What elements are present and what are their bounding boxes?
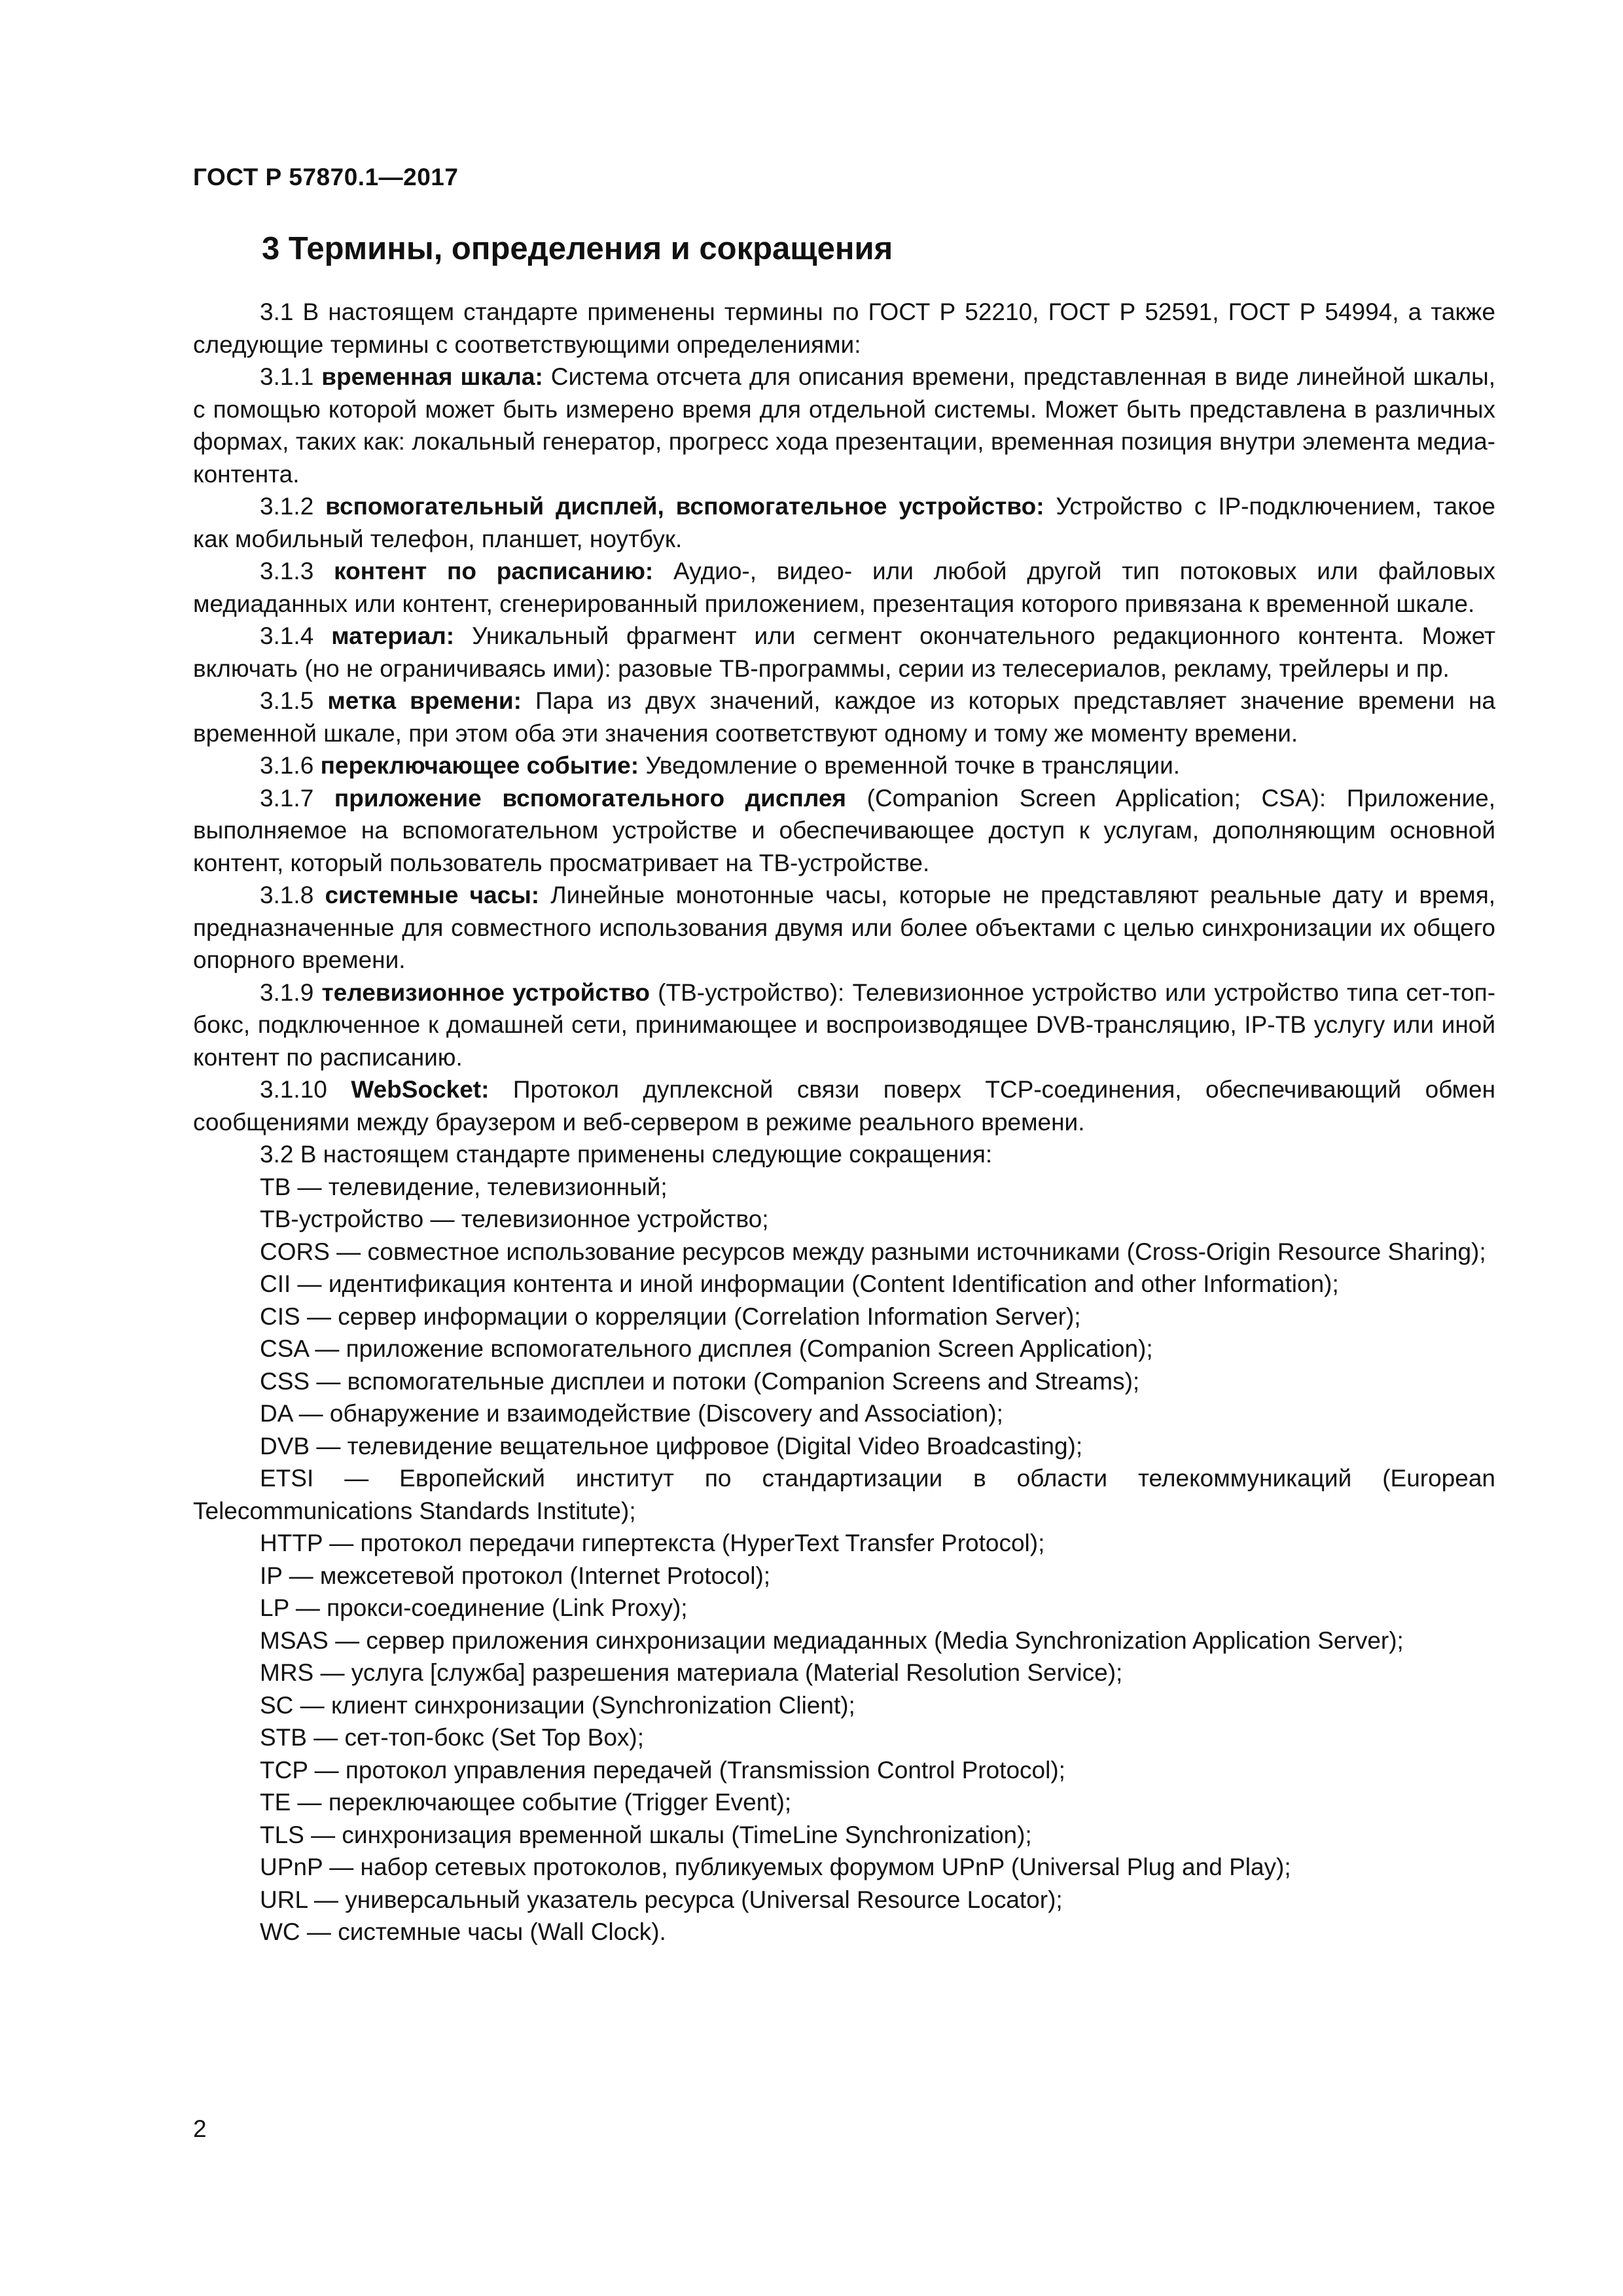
definition-term: системные часы: [325, 882, 540, 908]
definition-text: (ТВ-устройство): Телевизионное устройство или устройство типа сет-топ-бокс, подключенное к домашней сети, принимающее и воспроизводящее DVB-трансляцию, IP-ТВ услугу или иной контент по расписанию. [193, 978, 1496, 1071]
definition-item [193, 620, 1495, 685]
definition-number: 3.1.4 [260, 622, 314, 649]
definition-term: контент по расписанию: [334, 558, 654, 584]
definition-item [193, 361, 1495, 490]
definition-term: WebSocket: [351, 1076, 490, 1103]
definition-number: 3.1.10 [260, 1076, 327, 1103]
abbreviation-item: STB — сет-топ-бокс (Set Top Box); [260, 1724, 645, 1751]
definition-item [193, 1073, 1495, 1138]
definition-item [193, 977, 1495, 1074]
abbreviation-item: UPnP — набор сетевых протоколов, публикуемых форумом UPnP (Universal Plug and Play); [260, 1854, 1291, 1880]
definition-term: метка времени: [327, 687, 522, 714]
definition-term: телевизионное устройство [321, 978, 650, 1006]
definition-term: переключающее событие: [320, 752, 639, 779]
abbreviation-item: SC — клиент синхронизации (Synchronization Client); [260, 1691, 855, 1719]
definition-term: приложение вспомогательного дисплея [334, 784, 847, 812]
abbreviation-item: CSS — вспомогательные дисплеи и потоки (Companion Screens and Streams); [260, 1367, 1140, 1395]
section-title: 3 Термины, определения и сокращения [262, 231, 893, 266]
definition-number: 3.1.5 [260, 687, 314, 714]
abbreviation-item: CSA — приложение вспомогательного дисплея (Companion Screen Application); [260, 1335, 1153, 1362]
definition-text: Уведомление о временной точке в трансляции. [645, 752, 1181, 779]
abbreviation-item: HTTP — протокол передачи гипертекста (HyperText Transfer Protocol); [260, 1530, 1045, 1556]
definition-number: 3.1.7 [260, 784, 314, 812]
definition-term: временная шкала: [321, 363, 543, 390]
definition-text: Аудио-, видео- или любой другой тип потоковых или файловых медиаданных или контент, сгенерированный приложением, презентация которого привязана к временной шкале. [193, 558, 1495, 617]
abbreviation-item: TLS — синхронизация временной шкалы (TimeLine Synchronization); [260, 1821, 1032, 1848]
definition-item [193, 782, 1495, 880]
abbreviation-item: ETSI — Европейский институт по стандартизации в области телекоммуникаций (European Telecommunications Standards Institute); [193, 1465, 1495, 1524]
page-number: 2 [193, 2115, 207, 2142]
definition-number: 3.1.2 [260, 493, 314, 520]
definition-item [193, 749, 1495, 782]
terms-intro: 3.1 В настоящем стандарте применены термины по ГОСТ Р 52210, ГОСТ Р 52591, ГОСТ Р 54994, а также следующие термины с соответствующими определениями: [193, 298, 1495, 358]
abbreviation-item: TCP — протокол управления передачей (Transmission Control Protocol); [260, 1756, 1065, 1784]
abbreviation-item: ТВ — телевидение, телевизионный; [260, 1173, 668, 1200]
abbreviations-list [193, 1171, 1495, 1948]
definition-text: Устройство с IP-подключением, такое как мобильный телефон, планшет, ноутбук. [193, 493, 1495, 552]
definition-text: Линейные монотонные часы, которые не представляют реальные дату и время, предназначенные для совместного использования двумя или более объектами с целью синхронизации их общего опорного времени. [193, 882, 1496, 973]
definition-item [193, 555, 1495, 620]
definition-text: Пара из двух значений, каждое из которых представляет значение времени на временной шкале, при этом оба эти значения соответствуют одному и тому же моменту времени. [193, 687, 1496, 747]
abbreviation-item: CORS — совместное использование ресурсов между разными источниками (Cross-Origin Resource Sharing); [260, 1238, 1486, 1265]
definition-text: Уникальный фрагмент или сегмент окончательного редакционного контента. Может включать (но не ограничиваясь ими): разовые ТВ-программы, серии из телесериалов, рекламу, трейлеры и пр. [193, 622, 1496, 682]
definitions-list [193, 361, 1495, 1138]
abbreviation-item: LP — прокси-соединение (Link Proxy); [260, 1594, 688, 1621]
definition-term: вспомогательный дисплей, вспомогательное устройство: [325, 493, 1044, 520]
document-body [193, 296, 1495, 1948]
definition-term: материал: [331, 622, 455, 649]
definition-number: 3.1.8 [260, 882, 314, 908]
abbreviation-item: CII — идентификация контента и иной информации (Content Identification and other Information); [260, 1270, 1339, 1297]
abbreviation-item: IP — межсетевой протокол (Internet Protocol); [260, 1562, 771, 1589]
definition-number: 3.1.6 [260, 752, 314, 779]
abbreviation-item: DA — обнаружение и взаимодействие (Discovery and Association); [260, 1400, 1003, 1427]
definition-text: Система отсчета для описания времени, представленная в виде линейной шкалы, с помощью которой может быть измерено время для отдельной системы. Может быть представлена в различных формах, таких как: локальный генератор, прогресс хода презентации, временная позиция внутри элемента медиа-контента. [193, 363, 1496, 488]
definition-item [193, 879, 1495, 977]
document-header: ГОСТ Р 57870.1—2017 [193, 164, 459, 190]
definition-text: (Companion Screen Application; CSA): Приложение, выполняемое на вспомогательном устройстве и обеспечивающее доступ к услугам, дополняющим основной контент, который пользователь просматривает на ТВ-устройстве. [193, 784, 1496, 876]
definition-number: 3.1.3 [260, 558, 314, 584]
definition-text: Протокол дуплексной связи поверх TCP-соединения, обеспечивающий обмен сообщениями между браузером и веб-сервером в режиме реального времени. [193, 1076, 1496, 1136]
abbreviation-item: CIS — сервер информации о корреляции (Correlation Information Server); [260, 1302, 1081, 1330]
abbreviation-item: MRS — услуга [служба] разрешения материала (Material Resolution Service); [260, 1659, 1123, 1686]
definition-item [193, 490, 1495, 555]
definition-number: 3.1.1 [260, 363, 314, 390]
abbreviations-intro: 3.2 В настоящем стандарте применены следующие сокращения: [260, 1141, 993, 1168]
abbreviation-item: ТВ-устройство — телевизионное устройство; [260, 1206, 769, 1232]
abbreviation-item: URL — универсальный указатель ресурса (Universal Resource Locator); [260, 1886, 1063, 1913]
definition-number: 3.1.9 [260, 978, 314, 1006]
abbreviation-item: DVB — телевидение вещательное цифровое (Digital Video Broadcasting); [260, 1432, 1083, 1460]
abbreviation-item: TE — переключающее событие (Trigger Event); [260, 1789, 792, 1816]
abbreviation-item: WC — системные часы (Wall Clock). [260, 1918, 666, 1945]
abbreviation-item: MSAS — сервер приложения синхронизации медиаданных (Media Synchronization Application Server); [260, 1626, 1404, 1654]
definition-item [193, 685, 1495, 749]
